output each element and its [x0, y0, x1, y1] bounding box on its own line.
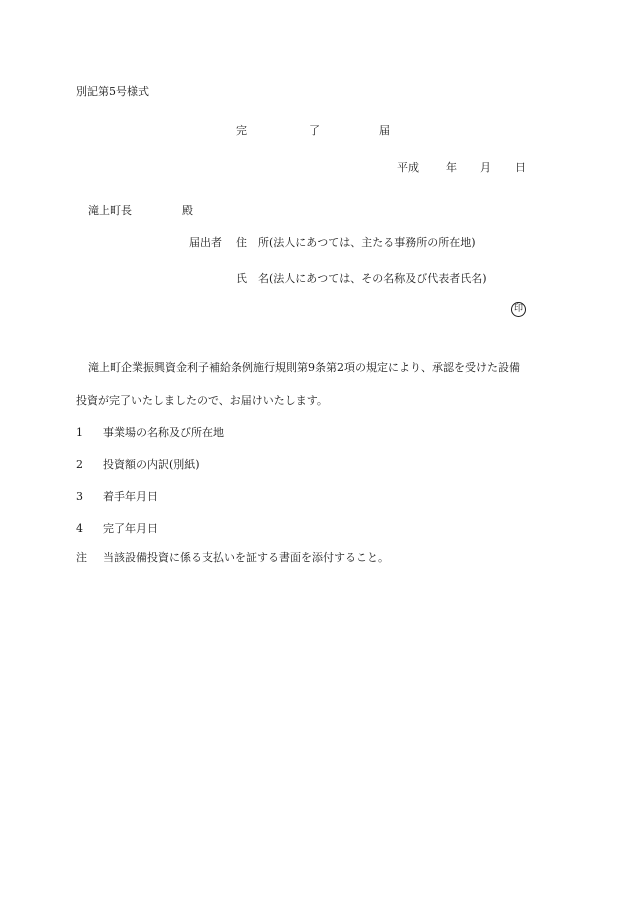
title-char-2: 了 — [309, 124, 320, 137]
list-item — [76, 491, 158, 502]
item-number: 2 — [76, 458, 83, 471]
form-number: 別記第5号様式 — [76, 85, 149, 98]
date-era: 平成 — [397, 161, 419, 174]
date-day: 日 — [515, 161, 526, 174]
note-text: 当該設備投資に係る支払いを証する書面を添付すること。 — [103, 551, 389, 564]
list-item — [76, 427, 224, 438]
seal-mark: 印 — [511, 302, 526, 317]
name-line — [236, 273, 487, 284]
name-label: 氏 名 — [236, 272, 269, 285]
item-number: 1 — [76, 426, 83, 439]
note-label: 注 — [76, 551, 87, 564]
address-line — [236, 237, 476, 248]
address-note: (法人にあつては、主たる事務所の所在地) — [269, 236, 476, 249]
notifier-label: 届出者 — [189, 236, 222, 249]
recipient-honorific: 殿 — [182, 204, 193, 217]
item-number: 3 — [76, 490, 83, 503]
title-char-3: 届 — [379, 124, 390, 137]
date-month: 月 — [480, 161, 491, 174]
list-item — [76, 459, 200, 470]
item-number: 4 — [76, 522, 83, 535]
body-line-2: 投資が完了いたしましたので、お届けいたします。 — [76, 394, 328, 407]
address-label: 住 所 — [236, 236, 269, 249]
list-item — [76, 523, 158, 534]
item-text: 着手年月日 — [103, 490, 158, 503]
note-line — [76, 552, 389, 563]
item-text: 完了年月日 — [103, 522, 158, 535]
recipient-name: 滝上町長 — [88, 204, 132, 217]
item-text: 投資額の内訳(別紙) — [103, 458, 200, 471]
body-line-1: 滝上町企業振興資金利子補給条例施行規則第9条第2項の規定により、承認を受けた設備 — [88, 361, 520, 374]
item-text: 事業場の名称及び所在地 — [103, 426, 224, 439]
name-note: (法人にあつては、その名称及び代表者氏名) — [269, 272, 487, 285]
date-year: 年 — [446, 161, 457, 174]
title-char-1: 完 — [236, 124, 247, 137]
